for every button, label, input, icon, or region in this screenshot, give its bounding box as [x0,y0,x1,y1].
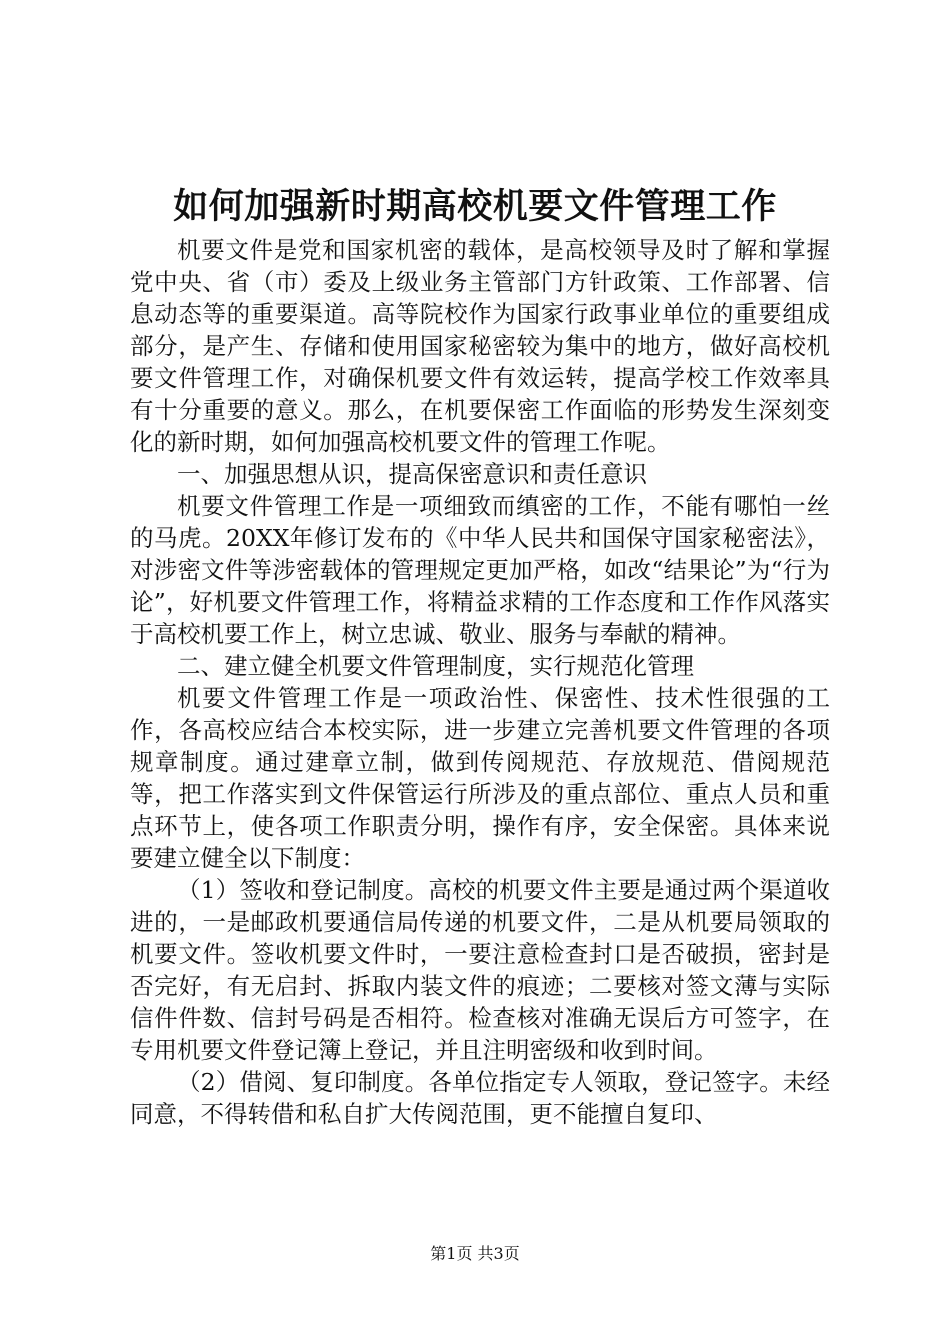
page-number-footer: 第1页 共3页 [430,1244,520,1263]
paragraph-item-1: （1）签收和登记制度。高校的机要文件主要是通过两个渠道收进的，一是邮政机要通信局传递的机要文件，二是从机要局领取的机要文件。签收机要文件时，一要注意检查封口是否破损，密封是否完好，有无启封、拆取内装文件的痕迹；二要核对签文薄与实际信件件数、信封号码是否相符。检查核对准确无误后方可签字，在专用机要文件登记簿上登记，并且注明密级和收到时间。 [130,876,830,1064]
paragraph-section-1: 机要文件管理工作是一项细致而缜密的工作，不能有哪怕一丝的马虎。20XX年修订发布的《中华人民共和国保守国家秘密法》，对涉密文件等涉密载体的管理规定更加严格，如改“结果论”为“行为论”，好机要文件管理工作，将精益求精的工作态度和工作作风落实于高校机要工作上，树立忠诚、敬业、服务与奉献的精神。 [130,492,830,648]
paragraph-item-2: （2）借阅、复印制度。各单位指定专人领取，登记签字。未经同意，不得转借和私自扩大传阅范围，更不能擅自复印、 [130,1068,830,1128]
paragraph-intro: 机要文件是党和国家机密的载体，是高校领导及时了解和掌握党中央、省（市）委及上级业务主管部门方针政策、工作部署、信息动态等的重要渠道。高等院校作为国家行政事业单位的重要组成部分，是产生、存储和使用国家秘密较为集中的地方，做好高校机要文件管理工作，对确保机要文件有效运转，提高学校工作效率具有十分重要的意义。那么，在机要保密工作面临的形势发生深刻变化的新时期，如何加强高校机要文件的管理工作呢。 [130,236,830,456]
document-body [130,234,830,1130]
section-heading-1: 一、加强思想从识，提高保密意识和责任意识 [177,460,647,488]
section-heading-2: 二、建立健全机要文件管理制度，实行规范化管理 [177,652,694,680]
document-title: 如何加强新时期高校机要文件管理工作 [173,186,777,227]
paragraph-section-2: 机要文件管理工作是一项政治性、保密性、技术性很强的工作，各高校应结合本校实际，进一步建立完善机要文件管理的各项规章制度。通过建章立制，做到传阅规范、存放规范、借阅规范等，把工作落实到文件保管运行所涉及的重点部位、重点人员和重点环节上，使各项工作职责分明，操作有序，安全保密。具体来说要建立健全以下制度： [130,684,830,872]
